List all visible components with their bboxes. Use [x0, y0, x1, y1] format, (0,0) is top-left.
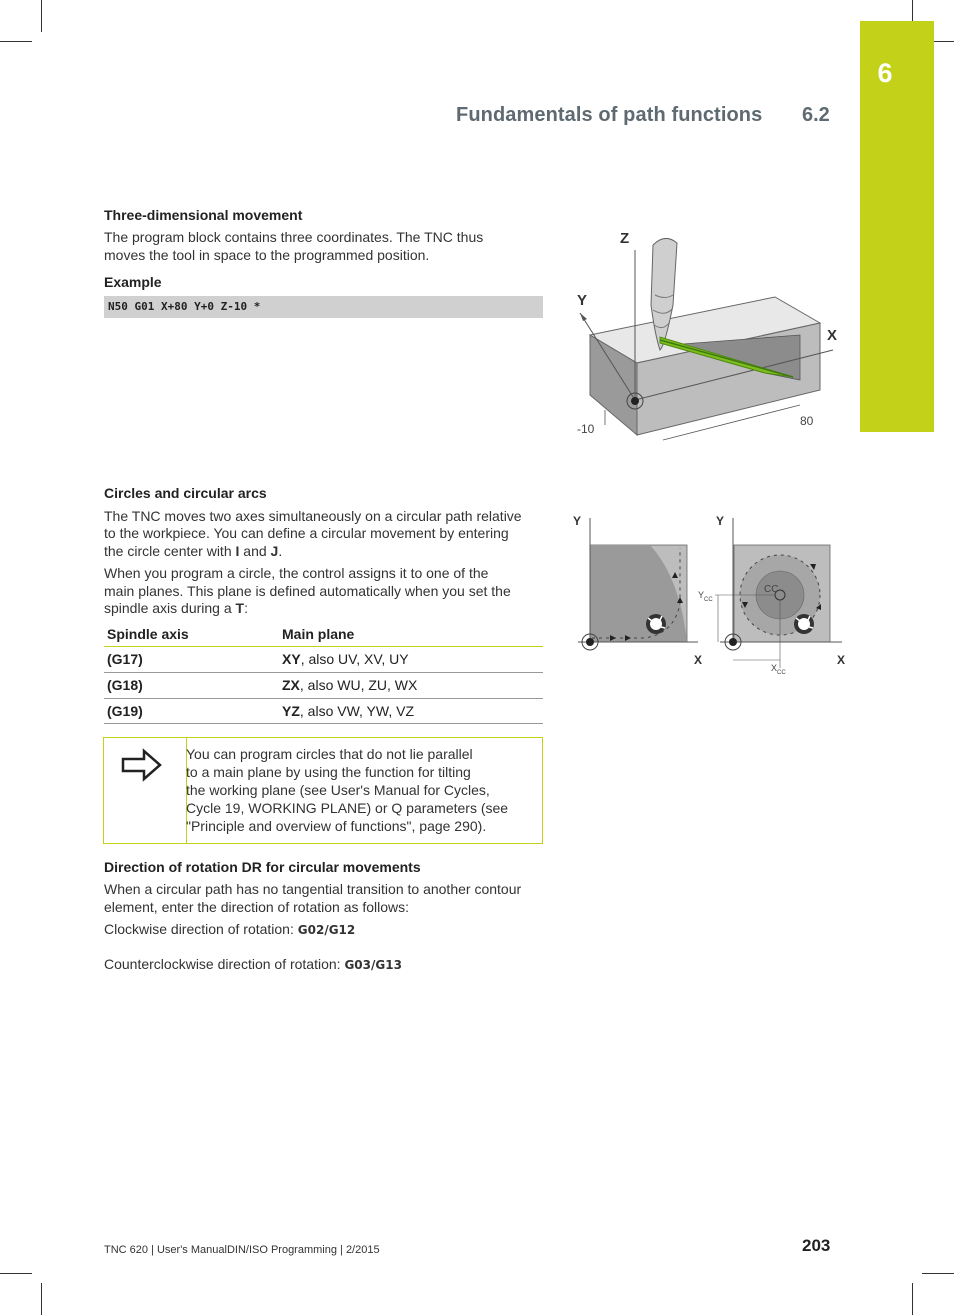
note-line: Cycle 19, WORKING PLANE) or Q parameters (see — [186, 800, 509, 816]
crop-mark — [0, 41, 32, 42]
text-bold: J — [270, 543, 279, 559]
xcc-label: X — [771, 663, 778, 673]
text-run: . — [278, 543, 283, 559]
three-d-movement-figure — [565, 225, 835, 455]
page-number: 203 — [802, 1236, 831, 1255]
x-axis-label-left: X — [694, 653, 703, 667]
code-bold: G03/G13 — [344, 958, 402, 972]
heading-direction: Direction of rotation DR for circular movements — [104, 859, 421, 875]
table-header-row — [104, 622, 543, 647]
paragraph-line — [104, 599, 248, 617]
note-line: to a main plane by using the function for tilting — [186, 764, 471, 780]
table-header-cell: Main plane — [282, 626, 355, 642]
plane-bold: YZ — [282, 703, 300, 719]
arrow-right-icon — [120, 748, 164, 782]
paragraph-line: The TNC moves two axes simultaneously on a circular path relative — [104, 508, 522, 524]
note-line: "Principle and overview of functions", page 290). — [186, 818, 487, 834]
crop-mark — [922, 1273, 954, 1274]
clockwise-line — [104, 920, 355, 939]
counterclockwise-line — [104, 955, 402, 974]
table-cell-axis: (G19) — [107, 703, 143, 719]
example-label: Example — [104, 274, 162, 290]
section-number: 6.2 — [802, 104, 830, 126]
note-line: the working plane (see User's Manual for Cycles, — [186, 782, 490, 798]
text-run: Counterclockwise direction of rotation: — [104, 956, 345, 972]
table-cell-plane — [282, 651, 409, 667]
heading-three-dimensional: Three-dimensional movement — [104, 207, 303, 223]
table-cell-plane — [282, 677, 417, 693]
crop-mark — [41, 1283, 42, 1315]
text-bold: I — [235, 543, 240, 559]
code-text: N50 G01 X+80 Y+0 Z-10 * — [108, 300, 261, 313]
plane-rest: , also VW, YW, VZ — [299, 703, 414, 719]
circular-movement-figure — [570, 508, 850, 683]
page-title: Fundamentals of path functions — [456, 104, 763, 126]
x-axis-label-right: X — [837, 653, 846, 667]
footer-text: TNC 620 | User's ManualDIN/ISO Programming | 2/2015 — [104, 1244, 380, 1256]
plane-rest: , also UV, XV, UY — [300, 651, 409, 667]
text-run: Clockwise direction of rotation: — [104, 921, 298, 937]
ycc-label: Y — [698, 590, 705, 600]
table-cell-axis: (G18) — [107, 677, 143, 693]
xcc-subscript: CC — [777, 670, 786, 676]
code-bold: G02/G12 — [297, 923, 356, 937]
paragraph-line — [104, 542, 282, 560]
paragraph-line: main planes. This plane is defined automatically when you set the — [104, 583, 511, 599]
table-header-cell: Spindle axis — [107, 626, 189, 642]
chapter-number: 6 — [877, 58, 893, 88]
text-run: : — [244, 600, 248, 616]
table-row — [104, 647, 543, 673]
dimension-z: -10 — [577, 422, 595, 436]
note-text — [186, 745, 536, 835]
text-run: the circle center with — [104, 543, 236, 559]
text-run: and — [239, 543, 271, 559]
dimension-x: 80 — [800, 414, 814, 428]
paragraph-line: When you program a circle, the control assigns it to one of the — [104, 565, 489, 581]
paragraph-line: element, enter the direction of rotation as follows: — [104, 899, 410, 915]
y-axis-label: Y — [577, 292, 588, 309]
ycc-subscript: CC — [704, 597, 713, 603]
plane-bold: ZX — [282, 677, 300, 693]
plane-bold: XY — [282, 651, 301, 667]
plane-rest: , also WU, ZU, WX — [299, 677, 418, 693]
y-axis-label-left: Y — [573, 514, 582, 528]
cc-label: CC — [764, 584, 779, 595]
crop-mark — [0, 1273, 32, 1274]
text-bold: T — [235, 600, 245, 616]
x-axis-label: X — [826, 327, 837, 344]
y-axis-label-right: Y — [716, 514, 725, 528]
text-run: spindle axis during a — [104, 600, 236, 616]
table-row — [104, 699, 543, 724]
table-cell-plane — [282, 703, 414, 719]
code-example — [104, 296, 543, 318]
crop-mark — [912, 1283, 913, 1315]
table-row — [104, 673, 543, 699]
spindle-axis-table — [104, 622, 543, 724]
paragraph-line: moves the tool in space to the programmed position. — [104, 247, 430, 263]
note-line: You can program circles that do not lie parallel — [186, 746, 473, 762]
crop-mark — [41, 0, 42, 32]
z-axis-label: Z — [620, 230, 630, 247]
heading-circles: Circles and circular arcs — [104, 485, 267, 501]
paragraph-line: to the workpiece. You can define a circular movement by entering — [104, 525, 509, 541]
paragraph-line: The program block contains three coordinates. The TNC thus — [104, 229, 484, 245]
table-cell-axis: (G17) — [107, 651, 143, 667]
paragraph-line: When a circular path has no tangential transition to another contour — [104, 881, 522, 897]
